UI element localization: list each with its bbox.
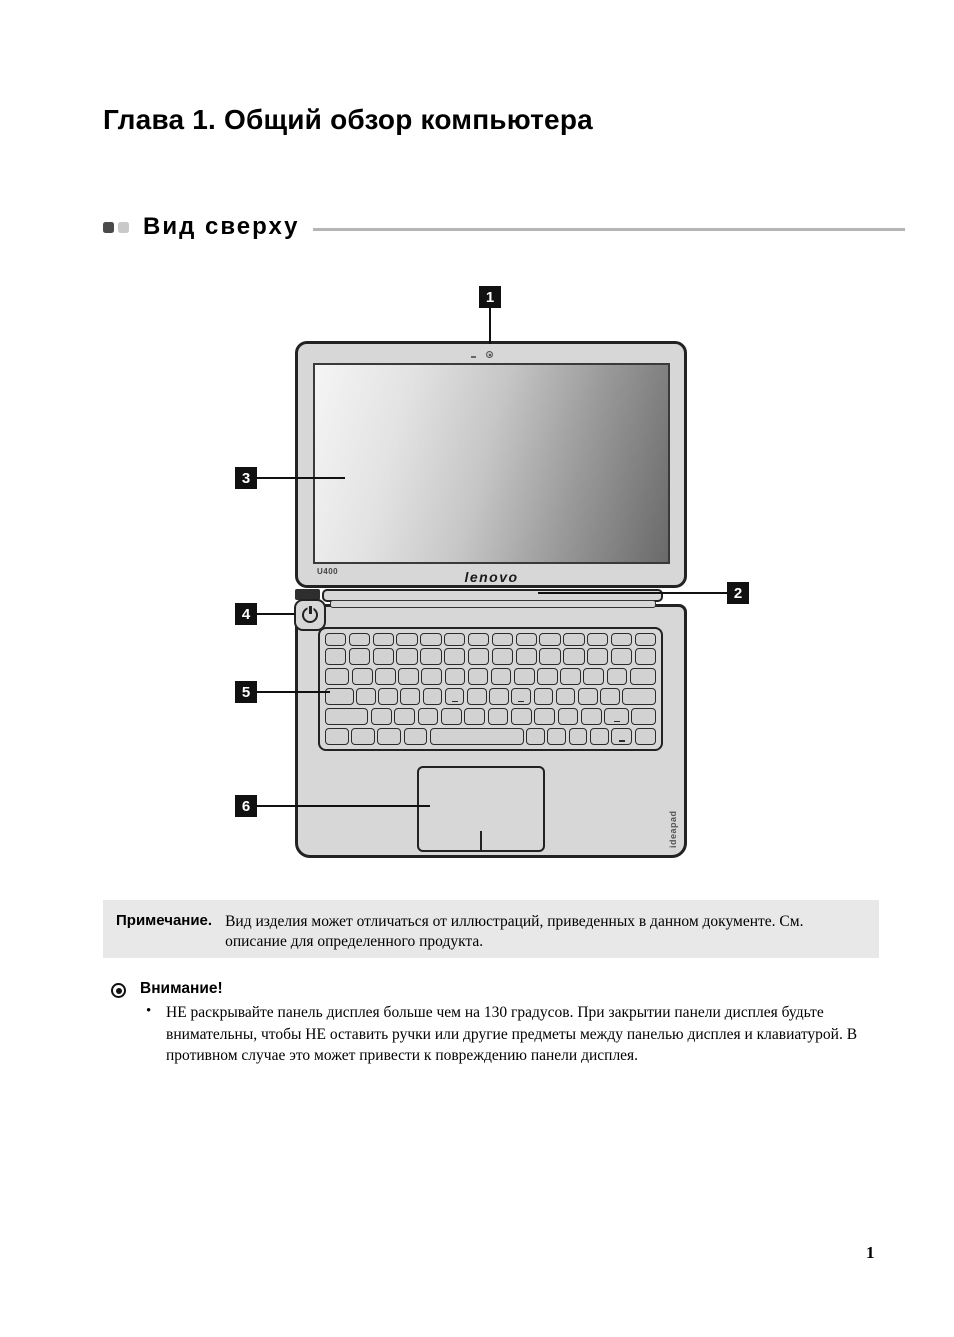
keyboard-key xyxy=(526,728,545,745)
model-label: U400 xyxy=(317,567,339,576)
keyboard-key xyxy=(607,668,628,685)
keyboard-key xyxy=(444,633,465,646)
keyboard-row xyxy=(325,688,656,705)
hinge-strip-inner xyxy=(330,600,656,608)
note-box xyxy=(103,900,879,958)
camera-lens-icon xyxy=(489,354,491,356)
bullet-marker: • xyxy=(146,1003,152,1019)
keyboard-key xyxy=(396,633,417,646)
keyboard-key xyxy=(635,728,656,745)
note-text: Вид изделия может отличаться от иллюстраций, приведенных в данном документе. См. описание для определенного продукта. xyxy=(225,913,804,950)
keyboard-key xyxy=(539,633,560,646)
keyboard-key xyxy=(516,648,537,665)
keyboard-key xyxy=(581,708,602,725)
keyboard-key xyxy=(600,688,620,705)
keyboard-key xyxy=(604,708,629,725)
keyboard-key xyxy=(441,708,462,725)
callout-5-leader-line xyxy=(257,691,330,693)
callout-5: 5 xyxy=(235,681,257,703)
keyboard-key xyxy=(569,728,588,745)
keyboard-row xyxy=(325,728,656,745)
keyboard-key xyxy=(537,668,558,685)
keyboard-key xyxy=(378,688,398,705)
callout-1-leader-line xyxy=(489,308,491,344)
keyboard-row xyxy=(325,708,656,725)
attention-icon xyxy=(111,983,126,998)
section-heading-rule xyxy=(313,228,905,231)
keyboard-key xyxy=(351,728,375,745)
keyboard-key xyxy=(489,688,509,705)
keyboard-key xyxy=(516,633,537,646)
callout-3: 3 xyxy=(235,467,257,489)
keyboard-key xyxy=(418,708,439,725)
keyboard-key xyxy=(464,708,485,725)
keyboard-key xyxy=(445,688,465,705)
keyboard-key xyxy=(492,633,513,646)
keyboard-key xyxy=(488,708,509,725)
laptop-screen xyxy=(313,363,670,564)
keyboard-key xyxy=(420,633,441,646)
keyboard-key xyxy=(445,668,466,685)
keyboard-key xyxy=(492,648,513,665)
keyboard-key xyxy=(430,728,524,745)
keyboard-key xyxy=(371,708,392,725)
keyboard-row xyxy=(325,648,656,665)
keyboard-key xyxy=(539,648,560,665)
keyboard-key xyxy=(404,728,428,745)
callout-2-leader-line xyxy=(538,592,727,594)
keyboard-key xyxy=(511,688,531,705)
keyboard-key xyxy=(563,648,584,665)
keyboard-key xyxy=(611,633,632,646)
keyboard-key xyxy=(631,708,656,725)
keyboard-key xyxy=(423,688,443,705)
keyboard-key xyxy=(468,633,489,646)
keyboard-key xyxy=(534,708,555,725)
attention-heading: Внимание! xyxy=(140,980,223,997)
chapter-title: Глава 1. Общий обзор компьютера xyxy=(103,104,593,135)
keyboard-key xyxy=(444,648,465,665)
lenovo-logo: lenovo xyxy=(464,569,519,585)
keyboard-key xyxy=(563,633,584,646)
callout-3-leader-line xyxy=(257,477,345,479)
section-heading xyxy=(103,213,905,241)
keyboard-key xyxy=(400,688,420,705)
keyboard-key xyxy=(394,708,415,725)
keyboard-key xyxy=(325,708,368,725)
keyboard-key xyxy=(578,688,598,705)
power-button-icon xyxy=(294,599,326,631)
heading-square-light-icon xyxy=(118,222,129,233)
keyboard-key xyxy=(396,648,417,665)
keyboard-key xyxy=(635,648,656,665)
keyboard-key xyxy=(547,728,566,745)
keyboard-key xyxy=(398,668,419,685)
keyboard-key xyxy=(587,633,608,646)
heading-square-dark-icon xyxy=(103,222,114,233)
keyboard-key xyxy=(349,633,370,646)
keyboard-key xyxy=(635,633,656,646)
attention-text: НЕ раскрывайте панель дисплея больше чем на 130 градусов. При закрытии панели дисплея будьте внимательны, чтобы НЕ оставить ручки или другие предметы между панелью дисплея и клавиатурой. В противном случае это может привести к повреждению панели дисплея. xyxy=(166,1004,858,1064)
keyboard-key xyxy=(622,688,656,705)
keyboard-key xyxy=(468,648,489,665)
keyboard-key xyxy=(325,648,346,665)
keyboard-key xyxy=(325,633,346,646)
keyboard-key xyxy=(325,668,349,685)
keyboard-key xyxy=(375,668,396,685)
keyboard-key xyxy=(558,708,579,725)
keyboard-key xyxy=(611,648,632,665)
microphone-icon xyxy=(471,356,476,358)
keyboard-key xyxy=(356,688,376,705)
keyboard-key xyxy=(556,688,576,705)
keyboard-key xyxy=(467,688,487,705)
keyboard-key xyxy=(590,728,609,745)
keyboard-key xyxy=(511,708,532,725)
callout-4-leader-line xyxy=(257,613,295,615)
callout-1: 1 xyxy=(479,286,501,308)
callout-6-leader-line xyxy=(257,805,430,807)
keyboard-key xyxy=(630,668,656,685)
callout-6: 6 xyxy=(235,795,257,817)
callout-4: 4 xyxy=(235,603,257,625)
keyboard-key xyxy=(352,668,373,685)
section-heading-label: Вид сверху xyxy=(143,213,300,240)
keyboard-key xyxy=(560,668,581,685)
power-symbol-icon xyxy=(302,607,318,623)
keyboard-key xyxy=(420,648,441,665)
keyboard-key xyxy=(534,688,554,705)
ideapad-label: ideapad xyxy=(668,810,678,848)
keyboard-key xyxy=(377,728,401,745)
keyboard-key xyxy=(325,728,349,745)
keyboard-key xyxy=(373,648,394,665)
keyboard-key xyxy=(611,728,632,745)
keyboard-key xyxy=(583,668,604,685)
keyboard-key xyxy=(421,668,442,685)
page-number: 1 xyxy=(866,1243,875,1262)
keyboard-key xyxy=(468,668,489,685)
keyboard-key xyxy=(373,633,394,646)
keyboard-row xyxy=(325,668,656,685)
touchpad-divider xyxy=(480,831,482,850)
keyboard xyxy=(318,627,663,751)
note-label: Примечание. xyxy=(116,912,213,929)
keyboard-key xyxy=(491,668,512,685)
keyboard-key xyxy=(349,648,370,665)
keyboard-key xyxy=(587,648,608,665)
power-symbol-bar xyxy=(309,606,312,614)
keyboard-key xyxy=(514,668,535,685)
keyboard-row xyxy=(325,633,656,646)
callout-2: 2 xyxy=(727,582,749,604)
